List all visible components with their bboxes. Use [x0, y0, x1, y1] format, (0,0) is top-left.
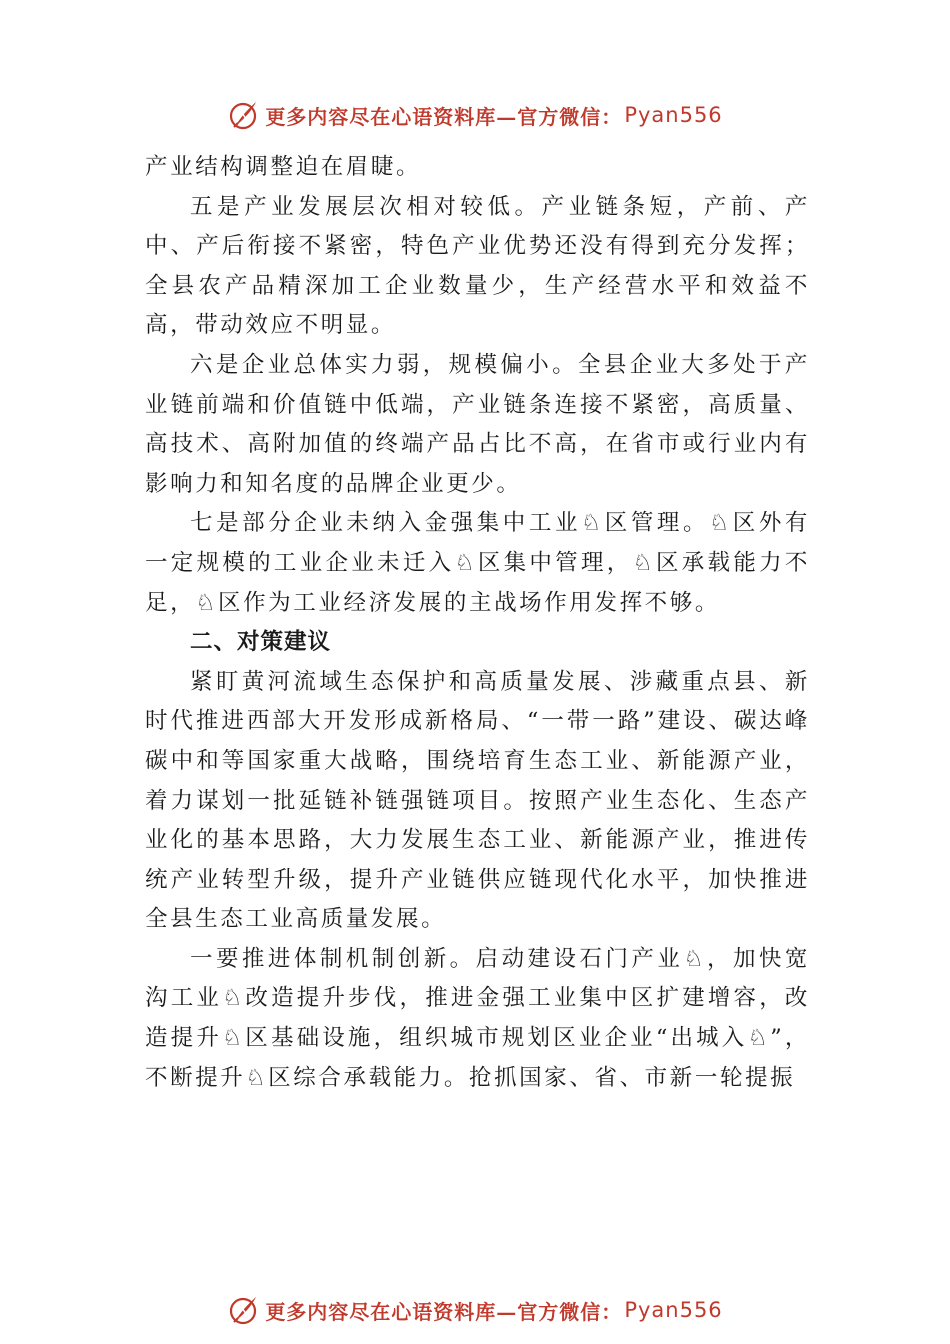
- paragraph-point-7: 七是部分企业未纳入金强集中工业♘区管理。♘区外有一定规模的工业企业未迁入♘区集中管理，♘区承载能力不足，♘区作为工业经济发展的主战场作用发挥不够。: [145, 510, 810, 616]
- quill-seal-icon: [227, 1294, 259, 1326]
- section-heading: 二、对策建议: [190, 629, 332, 656]
- watermark-text: 更多内容尽在心语资料库—官方微信：: [265, 104, 623, 129]
- header-watermark: [0, 95, 950, 135]
- paragraph-continuation: 产业结构调整迫在眉睫。: [145, 154, 422, 180]
- paragraph-point-6: 六是企业总体实力弱，规模偏小。全县企业大多处于产业链前端和价值链中低端，产业链条连接不紧密，高质量、 高技术、高附加值的终端产品占比不高，在省市或行业内有影响力和知名度的品牌企业更少。: [145, 351, 810, 497]
- paragraph-point-5: 五是产业发展层次相对较低。产业链条短，产前、产中、产后衔接不紧密，特色产业优势还没有得到充分发挥；全县农产品精深加工企业数量少，生产经营水平和效益不高，带动效应不明显。: [145, 193, 810, 339]
- document-body: [145, 148, 810, 1098]
- paragraph-strategy-intro: 紧盯黄河流域生态保护和高质量发展、涉藏重点县、新时代推进西部大开发形成新格局、“一带一路”建设、碳达峰碳中和等国家重大战略，围绕培育生态工业、新能源产业，着力谋划一批延链补链强链项目。按照产业生态化、生态产业化的基本思路，大力发展生态工业、新能源产业，推进传统产业转型升级，提升产业链供应链现代化水平，加快推进全县生态工业高质量发展。: [145, 668, 810, 933]
- footer-watermark: [0, 1290, 950, 1330]
- watermark-text: 更多内容尽在心语资料库—官方微信：: [265, 1299, 623, 1324]
- paragraph-strategy-1: 一要推进体制机制创新。启动建设石门产业♘，加快宽沟工业♘改造提升步伐，推进金强工业集中区扩建增容，改造提升♘区基础设施，组织城市规划区业企业“出城入♘”，不断提升♘区综合承载能力。抢抓国家、省、市新一轮提振: [145, 945, 810, 1091]
- watermark-wechat-id: Pyan556: [624, 103, 723, 127]
- watermark-wechat-id: Pyan556: [624, 1298, 723, 1322]
- quill-seal-icon: [227, 99, 259, 131]
